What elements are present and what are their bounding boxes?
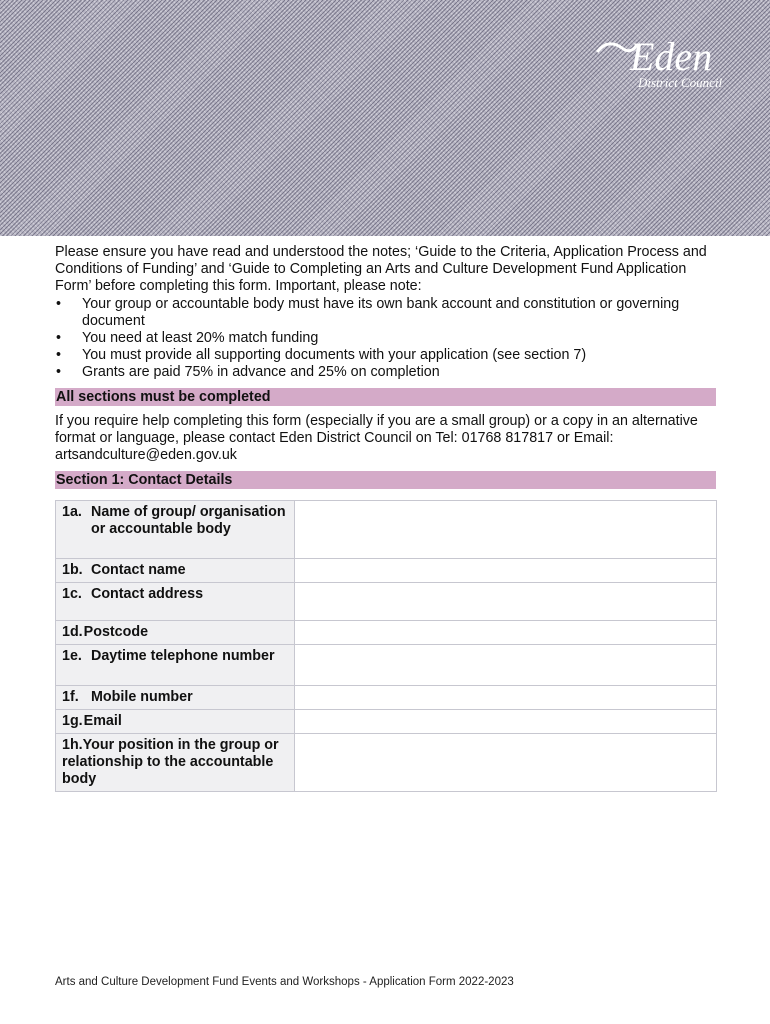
- field-label: 1b. Contact name: [56, 559, 295, 583]
- help-text: If you require help completing this form (especially if you are a small group) or a copy in an alternative format or language, please contact Eden District Council on Tel: 01768 817817 or Email: artsandculture@eden.gov.uk: [55, 413, 698, 463]
- table-row: [56, 621, 717, 645]
- table-row: [56, 734, 717, 792]
- email-field[interactable]: [295, 710, 717, 734]
- form-content: [55, 244, 716, 792]
- logo-subtitle: District Council: [638, 75, 723, 90]
- group-name-field[interactable]: [295, 501, 717, 559]
- field-label: 1a. Name of group/ organisation or accountable body: [56, 501, 295, 559]
- notes-list: [55, 296, 716, 381]
- logo-name: Eden: [630, 34, 713, 79]
- table-row: [56, 645, 717, 686]
- contact-name-field[interactable]: [295, 559, 717, 583]
- note-item: • Grants are paid 75% in advance and 25% on completion: [55, 364, 716, 381]
- note-item: • You must provide all supporting documents with your application (see section 7): [55, 347, 716, 364]
- header-banner: [0, 0, 770, 236]
- table-row: [56, 501, 717, 559]
- all-sections-banner: All sections must be completed: [55, 388, 716, 406]
- section-heading: Section 1: Contact Details: [55, 471, 716, 489]
- field-label: 1c. Contact address: [56, 583, 295, 621]
- intro-paragraph: Please ensure you have read and understood the notes; ‘Guide to the Criteria, Application Process and Conditions of Funding’ and ‘Guide to Completing an Arts and Culture Development Fund Application Form’ before completing this form. Important, please note:: [55, 244, 707, 294]
- table-row: [56, 710, 717, 734]
- field-label: 1f. Mobile number: [56, 686, 295, 710]
- eden-logo: [596, 30, 746, 92]
- field-label: 1h.Your position in the group or relationship to the accountable body: [56, 734, 295, 792]
- field-label: 1d. Postcode: [56, 621, 295, 645]
- table-row: [56, 686, 717, 710]
- postcode-field[interactable]: [295, 621, 717, 645]
- page-footer: Arts and Culture Development Fund Events and Workshops - Application Form 2022-2023: [55, 976, 514, 988]
- intro: [55, 244, 716, 381]
- table-row: [56, 583, 717, 621]
- field-label: 1g. Email: [56, 710, 295, 734]
- note-item: • You need at least 20% match funding: [55, 330, 716, 347]
- daytime-telephone-field[interactable]: [295, 645, 717, 686]
- contact-details-table: [55, 500, 717, 792]
- note-item: • Your group or accountable body must have its own bank account and constitution or governing document: [55, 296, 716, 330]
- field-label: 1e. Daytime telephone number: [56, 645, 295, 686]
- table-row: [56, 559, 717, 583]
- eden-logo-mark: [596, 30, 746, 92]
- contact-address-field[interactable]: [295, 583, 717, 621]
- mobile-number-field[interactable]: [295, 686, 717, 710]
- position-field[interactable]: [295, 734, 717, 792]
